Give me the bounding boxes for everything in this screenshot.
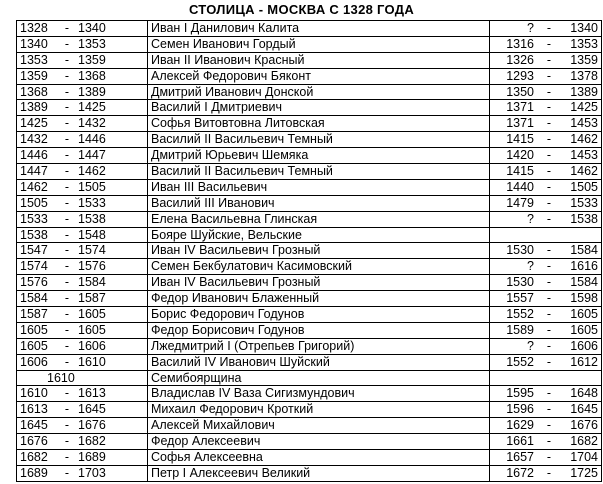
life-years-cell (490, 338, 602, 354)
reign-years-cell (17, 338, 148, 354)
reign-years-cell (17, 370, 148, 386)
reign-years-cell (17, 402, 148, 418)
birth-year: 1371 (506, 116, 534, 131)
ruler-name-cell: Иван I Данилович Калита (148, 21, 490, 37)
death-year: 1612 (570, 354, 598, 369)
range-dash: - (546, 163, 552, 178)
reign-end-year: 1682 (78, 434, 106, 449)
table-row (17, 450, 602, 466)
reign-end-year: 1353 (78, 36, 106, 51)
range-dash: - (64, 20, 70, 35)
reign-years-cell (17, 52, 148, 68)
range-dash: - (64, 68, 70, 83)
death-year: 1538 (570, 211, 598, 226)
table-row (17, 195, 602, 211)
death-year: 1584 (570, 243, 598, 258)
table-row (17, 275, 602, 291)
rulers-table (16, 20, 602, 482)
reign-years-cell (17, 259, 148, 275)
reign-years-cell (17, 100, 148, 116)
range-dash: - (64, 100, 70, 115)
reign-start-year: 1340 (20, 36, 48, 51)
reign-years-cell (17, 84, 148, 100)
death-year: 1616 (570, 259, 598, 274)
reign-start-year: 1584 (20, 291, 48, 306)
range-dash: - (546, 354, 552, 369)
life-years-cell (490, 100, 602, 116)
reign-start-year: 1389 (20, 100, 48, 115)
reign-start-year: 1676 (20, 434, 48, 449)
reign-start-year: 1576 (20, 275, 48, 290)
range-dash: - (546, 116, 552, 131)
life-years-cell (490, 116, 602, 132)
reign-end-year: 1676 (78, 418, 106, 433)
reign-end-year: 1447 (78, 148, 106, 163)
range-dash: - (546, 84, 552, 99)
range-dash: - (64, 322, 70, 337)
birth-year: ? (527, 259, 534, 274)
ruler-name-cell: Василий III Иванович (148, 195, 490, 211)
reign-end-year: 1610 (78, 354, 106, 369)
life-years-cell (490, 21, 602, 37)
reign-start-year: 1425 (20, 116, 48, 131)
reign-years-cell (17, 179, 148, 195)
ruler-name-cell: Дмитрий Иванович Донской (148, 84, 490, 100)
range-dash: - (546, 132, 552, 147)
table-row (17, 148, 602, 164)
table-row (17, 116, 602, 132)
page-title: СТОЛИЦА - МОСКВА С 1328 ГОДА (188, 2, 415, 17)
reign-years-cell (17, 36, 148, 52)
death-year: 1462 (570, 132, 598, 147)
reign-start-year: 1547 (20, 243, 48, 258)
range-dash: - (64, 227, 70, 242)
reign-years-cell (17, 243, 148, 259)
ruler-name-cell: Бояре Шуйские, Вельские (148, 227, 490, 243)
ruler-name-cell: Федор Борисович Годунов (148, 322, 490, 338)
table-row (17, 179, 602, 195)
death-year: 1605 (570, 306, 598, 321)
range-dash: - (64, 275, 70, 290)
reign-end-year: 1389 (78, 84, 106, 99)
death-year: 1533 (570, 195, 598, 210)
reign-years-cell (17, 275, 148, 291)
birth-year: 1557 (506, 291, 534, 306)
ruler-name-cell: Михаил Федорович Кроткий (148, 402, 490, 418)
reign-end-year: 1576 (78, 259, 106, 274)
range-dash: - (64, 306, 70, 321)
life-years-cell (490, 291, 602, 307)
ruler-name-cell: Иван III Васильевич (148, 179, 490, 195)
death-year: 1645 (570, 402, 598, 417)
reign-start-year: 1368 (20, 84, 48, 99)
reign-years-cell (17, 354, 148, 370)
life-years-cell (490, 36, 602, 52)
birth-year: 1479 (506, 195, 534, 210)
death-year: 1598 (570, 291, 598, 306)
birth-year: 1440 (506, 179, 534, 194)
death-year: 1725 (570, 465, 598, 480)
table-row (17, 21, 602, 37)
table-row (17, 132, 602, 148)
range-dash: - (546, 148, 552, 163)
reign-start-year: 1538 (20, 227, 48, 242)
reign-years-cell (17, 148, 148, 164)
reign-start-year: 1587 (20, 306, 48, 321)
range-dash: - (546, 243, 552, 258)
birth-year: 1552 (506, 354, 534, 369)
reign-years-cell (17, 195, 148, 211)
reign-start-year: 1574 (20, 259, 48, 274)
death-year: 1359 (570, 52, 598, 67)
reign-years-cell (17, 116, 148, 132)
life-years-cell (490, 179, 602, 195)
reign-start-year: 1446 (20, 148, 48, 163)
reign-end-year: 1505 (78, 179, 106, 194)
death-year: 1682 (570, 434, 598, 449)
reign-end-year: 1462 (78, 163, 106, 178)
birth-year: 1595 (506, 386, 534, 401)
table-row (17, 211, 602, 227)
ruler-name-cell: Софья Витовтовна Литовская (148, 116, 490, 132)
ruler-name-cell: Петр I Алексеевич Великий (148, 465, 490, 481)
life-years-cell (490, 148, 602, 164)
reign-start-year: 1605 (20, 338, 48, 353)
reign-end-year: 1533 (78, 195, 106, 210)
table-row (17, 100, 602, 116)
range-dash: - (546, 68, 552, 83)
birth-year: 1420 (506, 148, 534, 163)
range-dash: - (546, 291, 552, 306)
reign-end-year: 1548 (78, 227, 106, 242)
ruler-name-cell: Лжедмитрий I (Отрепьев Григорий) (148, 338, 490, 354)
birth-year: 1316 (506, 36, 534, 51)
range-dash: - (546, 179, 552, 194)
ruler-name-cell: Василий II Васильевич Темный (148, 132, 490, 148)
range-dash: - (546, 402, 552, 417)
range-dash: - (546, 465, 552, 480)
table-row (17, 84, 602, 100)
reign-years-cell (17, 322, 148, 338)
range-dash: - (64, 84, 70, 99)
birth-year: 1326 (506, 52, 534, 67)
range-dash: - (546, 195, 552, 210)
reign-end-year: 1613 (78, 386, 106, 401)
death-year: 1676 (570, 418, 598, 433)
range-dash: - (64, 211, 70, 226)
life-years-cell (490, 465, 602, 481)
life-years-cell (490, 402, 602, 418)
range-dash: - (546, 386, 552, 401)
life-years-cell (490, 195, 602, 211)
table-row (17, 291, 602, 307)
table-row (17, 338, 602, 354)
reign-end-year: 1574 (78, 243, 106, 258)
reign-start-year: 1359 (20, 68, 48, 83)
birth-year: 1415 (506, 132, 534, 147)
reign-start-year: 1432 (20, 132, 48, 147)
reign-end-year: 1584 (78, 275, 106, 290)
death-year: 1584 (570, 275, 598, 290)
ruler-name-cell: Семен Бекбулатович Касимовский (148, 259, 490, 275)
range-dash: - (546, 36, 552, 51)
reign-end-year: 1446 (78, 132, 106, 147)
life-years-cell (490, 434, 602, 450)
death-year: 1648 (570, 386, 598, 401)
life-years-cell (490, 68, 602, 84)
ruler-name-cell: Семен Иванович Гордый (148, 36, 490, 52)
ruler-name-cell: Федор Иванович Блаженный (148, 291, 490, 307)
range-dash: - (546, 52, 552, 67)
life-years-cell (490, 259, 602, 275)
range-dash: - (64, 434, 70, 449)
reign-start-year: 1610 (47, 370, 75, 385)
table-row (17, 322, 602, 338)
life-years-cell (490, 386, 602, 402)
range-dash: - (64, 116, 70, 131)
birth-year: 1415 (506, 163, 534, 178)
table-row (17, 36, 602, 52)
birth-year: ? (527, 20, 534, 35)
reign-years-cell (17, 164, 148, 180)
range-dash: - (546, 306, 552, 321)
ruler-name-cell: Василий I Дмитриевич (148, 100, 490, 116)
death-year: 1605 (570, 322, 598, 337)
reign-start-year: 1505 (20, 195, 48, 210)
reign-years-cell (17, 21, 148, 37)
ruler-name-cell: Семибоярщина (148, 370, 490, 386)
reign-start-year: 1605 (20, 322, 48, 337)
range-dash: - (64, 449, 70, 464)
death-year: 1340 (570, 20, 598, 35)
birth-year: 1596 (506, 402, 534, 417)
birth-year: 1661 (506, 434, 534, 449)
ruler-name-cell: Софья Алексеевна (148, 450, 490, 466)
reign-end-year: 1538 (78, 211, 106, 226)
death-year: 1453 (570, 148, 598, 163)
life-years-cell (490, 450, 602, 466)
reign-end-year: 1605 (78, 306, 106, 321)
reign-end-year: 1703 (78, 465, 106, 480)
life-years-cell (490, 275, 602, 291)
reign-years-cell (17, 465, 148, 481)
reign-start-year: 1689 (20, 465, 48, 480)
reign-end-year: 1432 (78, 116, 106, 131)
table-row (17, 164, 602, 180)
range-dash: - (64, 163, 70, 178)
reign-start-year: 1328 (20, 20, 48, 35)
ruler-name-cell: Иван II Иванович Красный (148, 52, 490, 68)
range-dash: - (546, 418, 552, 433)
ruler-name-cell: Владислав IV Ваза Сигизмундович (148, 386, 490, 402)
birth-year: 1530 (506, 243, 534, 258)
birth-year: 1672 (506, 465, 534, 480)
reign-start-year: 1682 (20, 449, 48, 464)
range-dash: - (64, 148, 70, 163)
life-years-cell (490, 322, 602, 338)
reign-end-year: 1587 (78, 291, 106, 306)
birth-year: 1552 (506, 306, 534, 321)
range-dash: - (64, 179, 70, 194)
life-years-cell (490, 211, 602, 227)
range-dash: - (546, 275, 552, 290)
ruler-name-cell: Василий II Васильевич Темный (148, 164, 490, 180)
birth-year: 1657 (506, 449, 534, 464)
range-dash: - (64, 465, 70, 480)
reign-end-year: 1359 (78, 52, 106, 67)
range-dash: - (546, 20, 552, 35)
life-years-cell (490, 132, 602, 148)
table-row (17, 434, 602, 450)
table-row (17, 370, 602, 386)
death-year: 1353 (570, 36, 598, 51)
reign-start-year: 1533 (20, 211, 48, 226)
ruler-name-cell: Иван IV Васильевич Грозный (148, 243, 490, 259)
rulers-table-body (17, 21, 602, 482)
table-row (17, 68, 602, 84)
reign-years-cell (17, 68, 148, 84)
table-row (17, 354, 602, 370)
range-dash: - (64, 386, 70, 401)
life-years-cell (490, 418, 602, 434)
birth-year: ? (527, 338, 534, 353)
birth-year: 1371 (506, 100, 534, 115)
range-dash: - (546, 434, 552, 449)
ruler-name-cell: Елена Васильевна Глинская (148, 211, 490, 227)
table-row (17, 52, 602, 68)
death-year: 1453 (570, 116, 598, 131)
reign-start-year: 1610 (20, 386, 48, 401)
birth-year: 1350 (506, 84, 534, 99)
reign-years-cell (17, 227, 148, 243)
range-dash: - (64, 259, 70, 274)
range-dash: - (64, 354, 70, 369)
life-years-cell (490, 227, 602, 243)
birth-year: 1589 (506, 322, 534, 337)
reign-years-cell (17, 307, 148, 323)
ruler-name-cell: Василий IV Иванович Шуйский (148, 354, 490, 370)
reign-years-cell (17, 386, 148, 402)
table-row (17, 307, 602, 323)
range-dash: - (64, 52, 70, 67)
range-dash: - (64, 418, 70, 433)
reign-end-year: 1340 (78, 20, 106, 35)
birth-year: 1530 (506, 275, 534, 290)
birth-year: 1293 (506, 68, 534, 83)
life-years-cell (490, 354, 602, 370)
reign-start-year: 1447 (20, 163, 48, 178)
table-row (17, 465, 602, 481)
death-year: 1606 (570, 338, 598, 353)
birth-year: ? (527, 211, 534, 226)
reign-years-cell (17, 211, 148, 227)
reign-end-year: 1689 (78, 449, 106, 464)
range-dash: - (546, 211, 552, 226)
reign-years-cell (17, 132, 148, 148)
table-row (17, 418, 602, 434)
death-year: 1462 (570, 163, 598, 178)
reign-years-cell (17, 450, 148, 466)
range-dash: - (546, 259, 552, 274)
range-dash: - (64, 195, 70, 210)
range-dash: - (546, 322, 552, 337)
death-year: 1505 (570, 179, 598, 194)
reign-end-year: 1368 (78, 68, 106, 83)
range-dash: - (64, 132, 70, 147)
life-years-cell (490, 52, 602, 68)
life-years-cell (490, 307, 602, 323)
range-dash: - (64, 402, 70, 417)
table-row (17, 243, 602, 259)
ruler-name-cell: Федор Алексеевич (148, 434, 490, 450)
table-row (17, 386, 602, 402)
death-year: 1704 (570, 449, 598, 464)
ruler-name-cell: Алексей Михайлович (148, 418, 490, 434)
death-year: 1378 (570, 68, 598, 83)
reign-end-year: 1425 (78, 100, 106, 115)
range-dash: - (64, 243, 70, 258)
table-row (17, 227, 602, 243)
reign-end-year: 1605 (78, 322, 106, 337)
range-dash: - (64, 36, 70, 51)
ruler-name-cell: Иван IV Васильевич Грозный (148, 275, 490, 291)
ruler-name-cell: Борис Федорович Годунов (148, 307, 490, 323)
reign-end-year: 1606 (78, 338, 106, 353)
reign-start-year: 1613 (20, 402, 48, 417)
range-dash: - (546, 449, 552, 464)
range-dash: - (546, 100, 552, 115)
range-dash: - (64, 338, 70, 353)
reign-start-year: 1462 (20, 179, 48, 194)
reign-years-cell (17, 418, 148, 434)
table-row (17, 259, 602, 275)
reign-start-year: 1645 (20, 418, 48, 433)
reign-end-year: 1645 (78, 402, 106, 417)
reign-years-cell (17, 434, 148, 450)
life-years-cell (490, 243, 602, 259)
ruler-name-cell: Алексей Федорович Бяконт (148, 68, 490, 84)
death-year: 1425 (570, 100, 598, 115)
ruler-name-cell: Дмитрий Юрьевич Шемяка (148, 148, 490, 164)
range-dash: - (64, 291, 70, 306)
reign-years-cell (17, 291, 148, 307)
life-years-cell (490, 164, 602, 180)
life-years-cell (490, 84, 602, 100)
reign-start-year: 1606 (20, 354, 48, 369)
birth-year: 1629 (506, 418, 534, 433)
range-dash: - (546, 338, 552, 353)
reign-start-year: 1353 (20, 52, 48, 67)
table-row (17, 402, 602, 418)
death-year: 1389 (570, 84, 598, 99)
life-years-cell (490, 370, 602, 386)
